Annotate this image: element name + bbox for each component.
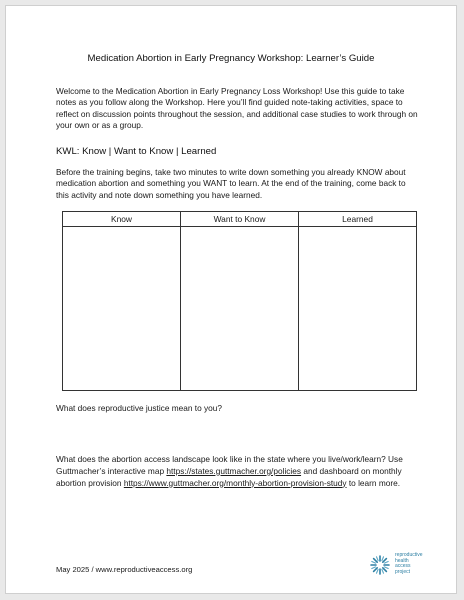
kwl-header-learned: Learned bbox=[299, 212, 417, 227]
kwl-table bbox=[62, 211, 417, 391]
question-text-after: to learn more. bbox=[346, 477, 401, 488]
guttmacher-policies-link[interactable]: https://states.guttmacher.org/policies bbox=[166, 465, 302, 476]
document-page bbox=[5, 5, 457, 594]
kwl-cell-want-to-know[interactable] bbox=[181, 227, 299, 391]
kwl-description: Before the training begins, take two minutes to write down something you already KNOW about medication abortion and something you WANT to learn. At the end of the training, come back to this activity and note down something you have learned. bbox=[56, 167, 406, 200]
page-title: Medication Abortion in Early Pregnancy Workshop: Learner’s Guide bbox=[87, 53, 375, 64]
rhap-logo bbox=[368, 553, 448, 581]
logo-wordmark bbox=[395, 553, 423, 575]
intro-paragraph: Welcome to the Medication Abortion in Early Pregnancy Loss Workshop! Use this guide to take notes as you follow along the Workshop. Here you’ll find guided note-taking activities, space to reflect on discussion points throughout the session, and additional case studies to work through on your own or as a group. bbox=[56, 86, 418, 130]
kwl-heading: KWL: Know | Want to Know | Learned bbox=[56, 146, 217, 157]
kwl-header-want-to-know: Want to Know bbox=[181, 212, 299, 227]
question-reproductive-justice: What does reproductive justice mean to you? bbox=[56, 403, 223, 413]
logo-line: access bbox=[395, 563, 411, 570]
kwl-cell-know[interactable] bbox=[63, 227, 181, 391]
logo-line: health bbox=[395, 557, 409, 564]
logo-line: project bbox=[395, 568, 411, 575]
question-abortion-landscape bbox=[56, 454, 420, 489]
kwl-cell-learned[interactable] bbox=[299, 227, 417, 391]
guttmacher-provision-study-link[interactable]: https://www.guttmacher.org/monthly-abortion-provision-study bbox=[123, 477, 347, 488]
footer-text: May 2025 / www.reproductiveaccess.org bbox=[56, 565, 193, 574]
question-text-middle: and dashboard on monthly abortion provision bbox=[56, 465, 402, 488]
sunburst-logo-icon bbox=[368, 553, 392, 577]
kwl-header-know: Know bbox=[63, 212, 181, 227]
logo-line: reproductive bbox=[395, 552, 423, 558]
question-text-before: What does the abortion access landscape look like in the state where you live/work/learn? Use Guttmacher’s interactive map bbox=[56, 454, 403, 476]
